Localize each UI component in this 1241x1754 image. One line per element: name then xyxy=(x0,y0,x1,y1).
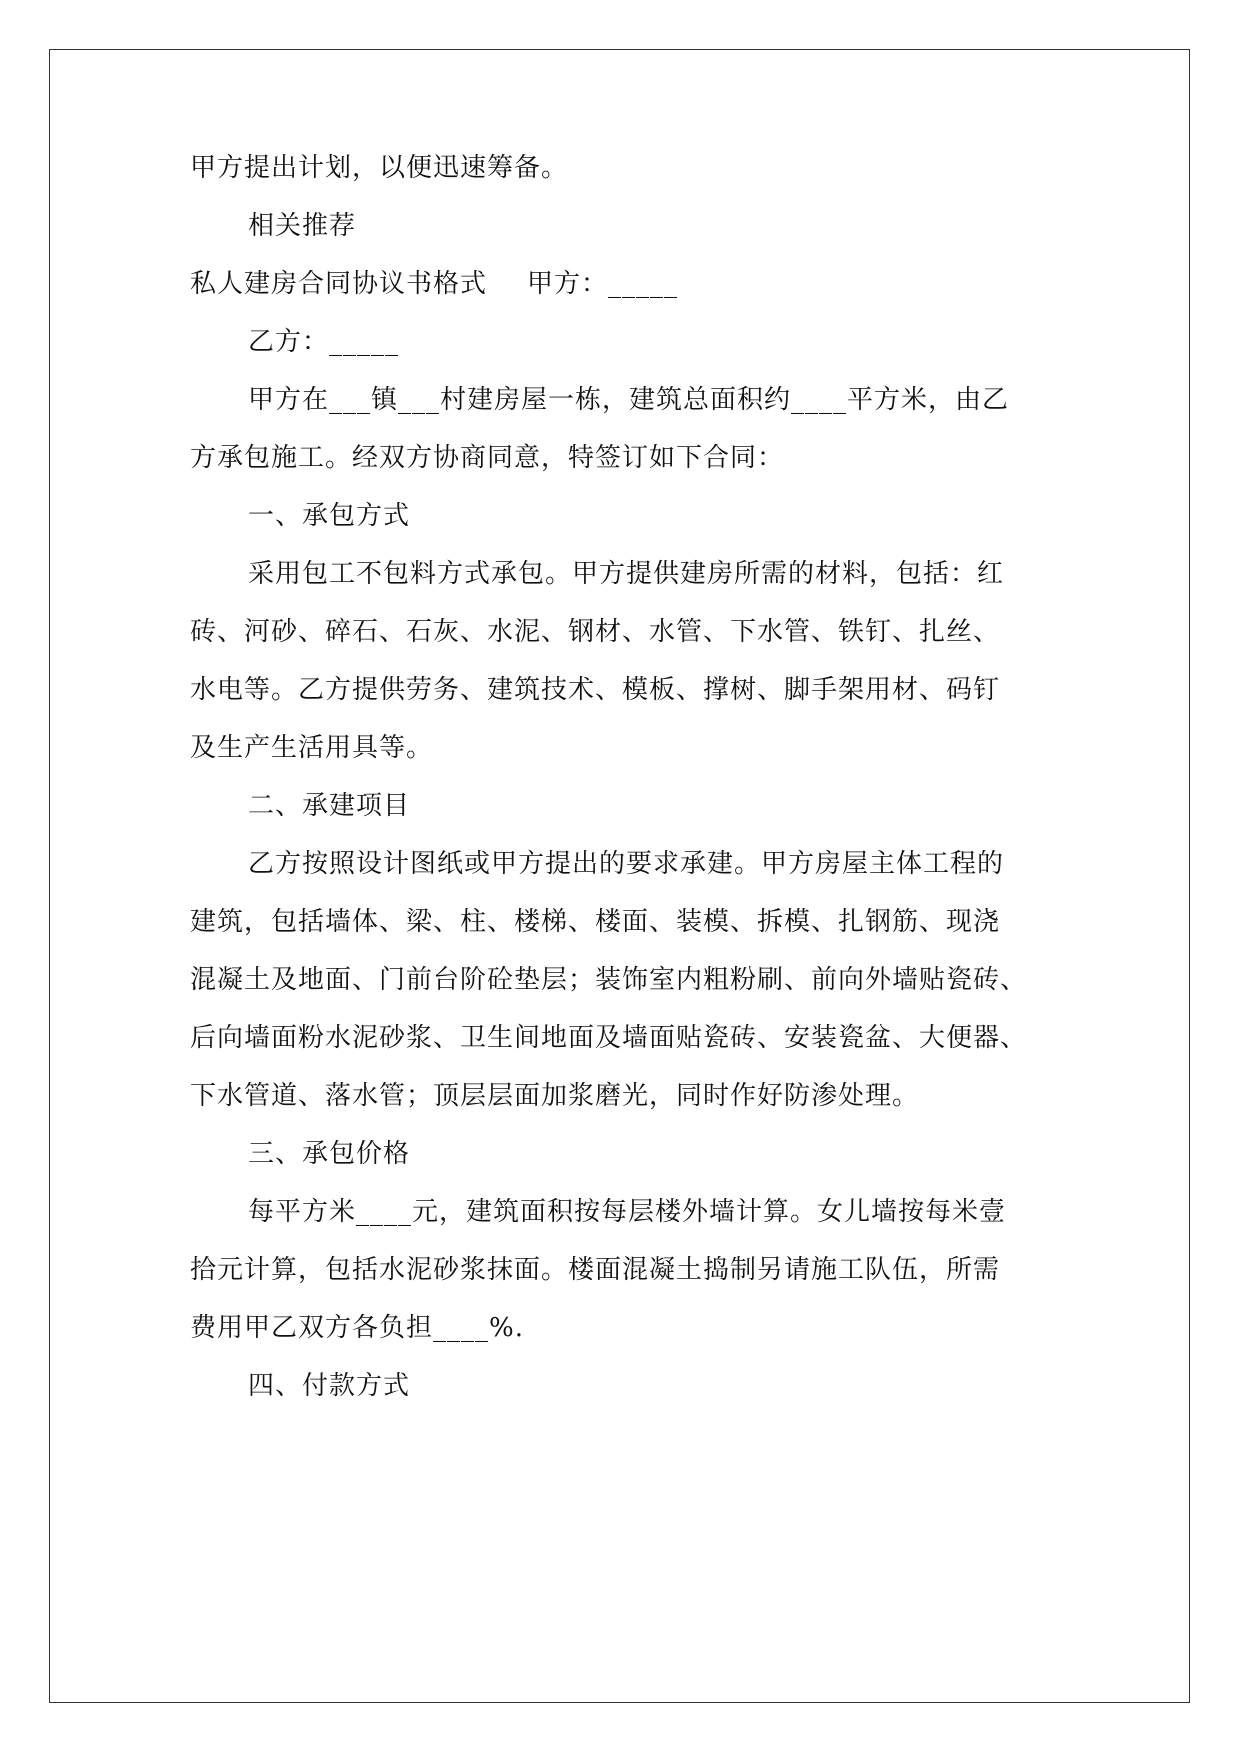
party-a-field: 甲方：_____ xyxy=(527,269,679,299)
paragraph-line: 甲方提出计划，以便迅速筹备。 xyxy=(190,153,569,183)
paragraph-line: 方承包施工。经双方协商同意，特签订如下合同： xyxy=(190,443,785,473)
section-heading-1: 一、承包方式 xyxy=(248,501,411,531)
paragraph-line: 下水管道、落水管；顶层层面加浆磨光，同时作好防渗处理。 xyxy=(190,1081,920,1111)
contract-title: 私人建房合同协议书格式 xyxy=(190,269,488,299)
paragraph-line: 及生产生活用具等。 xyxy=(190,733,434,763)
paragraph-line: 每平方米____元，建筑面积按每层楼外墙计算。女儿墙按每米壹 xyxy=(248,1197,1007,1227)
paragraph-line: 混凝土及地面、门前台阶砼垫层；装饰室内粗粉刷、前向外墙贴瓷砖、 xyxy=(190,965,1028,995)
party-b-field: 乙方：_____ xyxy=(248,327,400,357)
paragraph-line: 乙方按照设计图纸或甲方提出的要求承建。甲方房屋主体工程的 xyxy=(248,849,1005,879)
paragraph-line: 水电等。乙方提供劳务、建筑技术、模板、撑树、脚手架用材、码钉 xyxy=(190,675,1001,705)
section-heading-4: 四、付款方式 xyxy=(248,1371,411,1401)
related-heading: 相关推荐 xyxy=(248,211,357,241)
contract-title-line xyxy=(190,264,678,304)
paragraph-line: 砖、河砂、碎石、石灰、水泥、钢材、水管、下水管、铁钉、扎丝、 xyxy=(190,617,1001,647)
paragraph-line: 采用包工不包料方式承包。甲方提供建房所需的材料，包括：红 xyxy=(248,559,1005,589)
section-heading-3: 三、承包价格 xyxy=(248,1139,411,1169)
paragraph-line: 后向墙面粉水泥砂浆、卫生间地面及墙面贴瓷砖、安装瓷盆、大便器、 xyxy=(190,1023,1028,1053)
paragraph-line: 拾元计算，包括水泥砂浆抹面。楼面混凝土捣制另请施工队伍，所需 xyxy=(190,1255,1001,1285)
section-heading-2: 二、承建项目 xyxy=(248,791,411,821)
paragraph-line: 建筑，包括墙体、梁、柱、楼梯、楼面、装模、拆模、扎钢筋、现浇 xyxy=(190,907,1001,937)
paragraph-line: 甲方在___镇___村建房屋一栋，建筑总面积约____平方米，由乙 xyxy=(248,385,1010,415)
paragraph-line: 费用甲乙双方各负担____%. xyxy=(190,1313,524,1343)
